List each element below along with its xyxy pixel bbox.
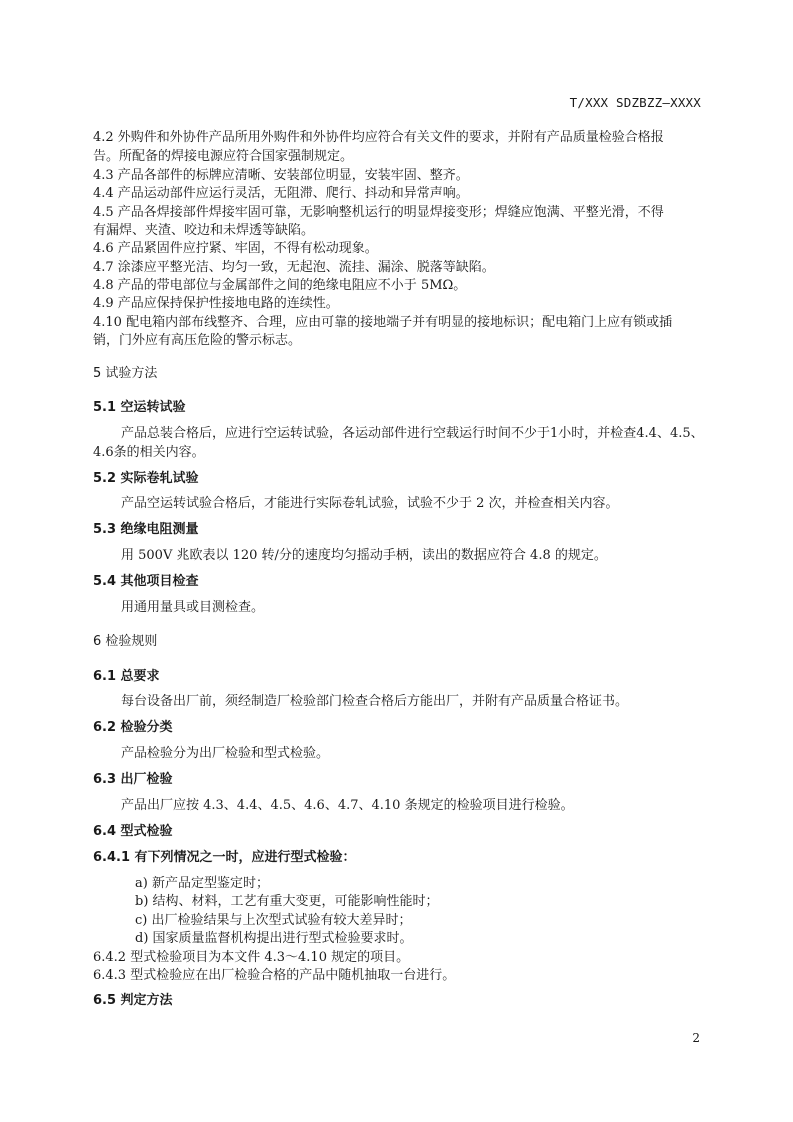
section-6-4-title: 6.4 型式检验	[93, 824, 173, 839]
clause-4-2-line1: 4.2 外购件和外协件产品所用外购件和外协件均应符合有关文件的要求，并附有产品质量检验合格报	[93, 130, 664, 145]
section-6-1-title: 6.1 总要求	[93, 669, 160, 684]
section-6-1-text: 每台设备出厂前，须经制造厂检验部门检查合格后方能出厂，并附有产品质量合格证书。	[121, 694, 629, 709]
clause-4-5-line1: 4.5 产品各焊接部件焊接牢固可靠，无影响整机运行的明显焊接变形；焊缝应饱满、平整光滑，不得	[93, 205, 664, 220]
section-5-4-title: 5.4 其他项目检查	[93, 574, 199, 589]
clause-4-3: 4.3 产品各部件的标牌应清晰、安装部位明显，安装牢固、整齐。	[93, 168, 469, 183]
clause-4-9: 4.9 产品应保持保护性接地电路的连续性。	[93, 296, 339, 311]
section-5-2-title: 5.2 实际卷轧试验	[93, 471, 199, 486]
document-code-header: T/XXX SDZBZZ—XXXX	[569, 95, 701, 110]
clause-4-8: 4.8 产品的带电部位与金属部件之间的绝缘电阻应不小于 5MΩ。	[93, 278, 467, 293]
section-6-title: 6 检验规则	[93, 634, 158, 649]
section-6-3-text: 产品出厂应按 4.3、4.4、4.5、4.6、4.7、4.10 条规定的检验项目进行检验。	[121, 798, 574, 813]
clause-4-10-line1: 4.10 配电箱内部布线整齐、合理，应由可靠的接地端子并有明显的接地标识；配电箱门上应有锁或插	[93, 315, 673, 330]
section-6-2-text: 产品检验分为出厂检验和型式检验。	[121, 746, 330, 761]
section-6-4-3: 6.4.3 型式检验应在出厂检验合格的产品中随机抽取一台进行。	[93, 968, 456, 983]
clause-4-7: 4.7 涂漆应平整光洁、均匀一致，无起泡、流挂、漏涂、脱落等缺陷。	[93, 260, 495, 275]
list-item-b: b) 结构、材料，工艺有重大变更，可能影响性能时；	[135, 894, 439, 909]
section-6-4-1-title: 6.4.1 有下列情况之一时，应进行型式检验：	[93, 850, 356, 865]
section-6-4-2: 6.4.2 型式检验项目为本文件 4.3～4.10 规定的项目。	[93, 950, 410, 965]
section-5-3-title: 5.3 绝缘电阻测量	[93, 522, 199, 537]
section-5-1-text-line1: 产品总装合格后，应进行空运转试验，各运动部件进行空载运行时间不少于1小时，并检查4.4、4.5、	[121, 426, 704, 441]
section-5-3-text: 用 500V 兆欧表以 120 转/分的速度均匀摇动手柄，读出的数据应符合 4.8 的规定。	[121, 548, 607, 563]
list-item-c: c) 出厂检验结果与上次型式试验有较大差异时；	[135, 913, 412, 928]
section-6-2-title: 6.2 检验分类	[93, 720, 173, 735]
clause-4-10-line2: 销，门外应有高压危险的警示标志。	[93, 333, 302, 348]
clause-4-6: 4.6 产品紧固件应拧紧、牢固，不得有松动现象。	[93, 241, 378, 256]
section-6-5-title: 6.5 判定方法	[93, 993, 173, 1008]
clause-4-2-line2: 告。所配备的焊接电源应符合国家强制规定。	[93, 149, 354, 164]
section-5-title: 5 试验方法	[93, 366, 158, 381]
clause-4-5-line2: 有漏焊、夹渣、咬边和未焊透等缺陷。	[93, 223, 315, 238]
section-6-3-title: 6.3 出厂检验	[93, 772, 173, 787]
section-5-4-text: 用通用量具或目测检查。	[121, 600, 265, 615]
list-item-a: a) 新产品定型鉴定时；	[135, 876, 269, 891]
clause-4-4: 4.4 产品运动部件应运行灵活，无阻滞、爬行、抖动和异常声响。	[93, 186, 469, 201]
page-number: 2	[692, 1031, 700, 1045]
section-5-2-text: 产品空运转试验合格后，才能进行实际卷轧试验，试验不少于 2 次，并检查相关内容。	[121, 496, 619, 511]
section-5-1-text-line2: 4.6条的相关内容。	[93, 445, 205, 460]
section-5-1-title: 5.1 空运转试验	[93, 400, 186, 415]
list-item-d: d) 国家质量监督机构提出进行型式检验要求时。	[135, 931, 413, 946]
